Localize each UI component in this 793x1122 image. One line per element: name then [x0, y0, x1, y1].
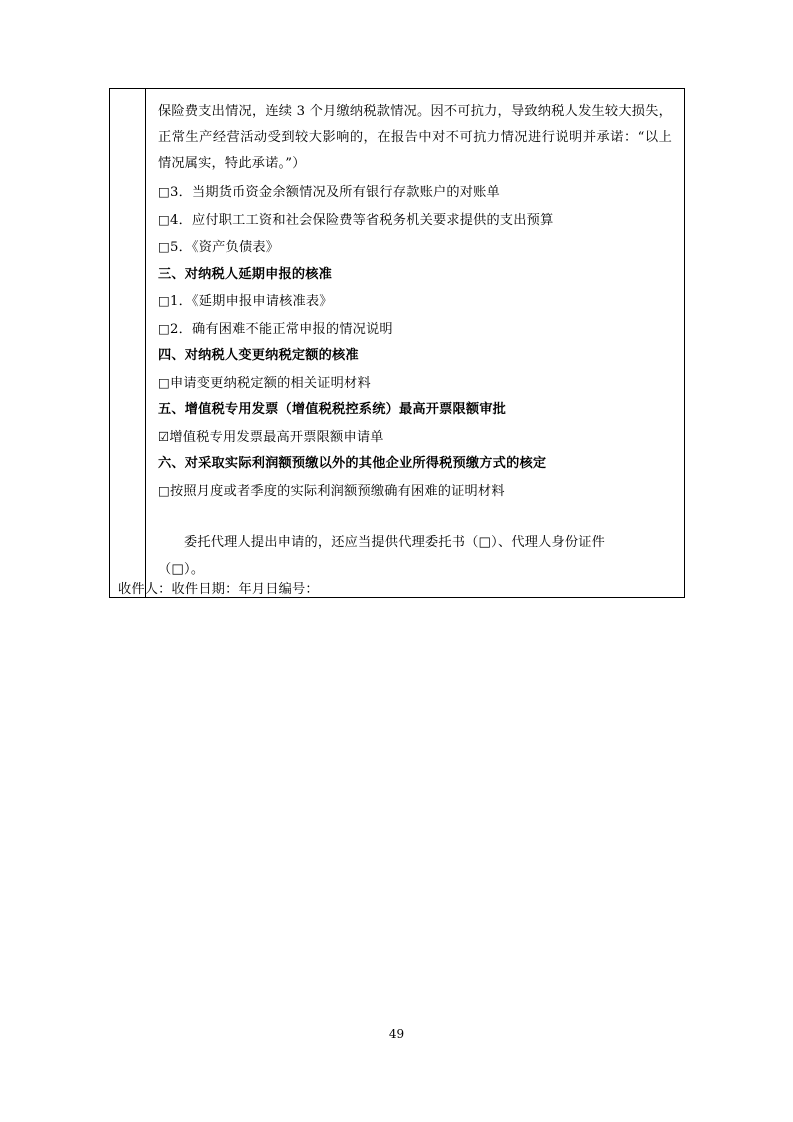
- checkbox-icon[interactable]: □: [158, 320, 171, 336]
- section-heading-three: 三、对纳税人延期申报的核准: [158, 266, 333, 282]
- checkbox-icon[interactable]: □: [158, 211, 171, 227]
- checkbox-icon[interactable]: □: [158, 482, 171, 498]
- list-item: [158, 207, 672, 235]
- closing-line-1: 委托代理人提出申请的，还应当提供代理委托书（□）、代理人身份证件: [184, 535, 606, 550]
- form-table: [109, 88, 685, 598]
- list-item: [158, 288, 672, 316]
- vertical-spacer: [158, 505, 672, 529]
- table-content-column: [146, 89, 684, 597]
- list-item: [158, 179, 672, 207]
- list-item-label: 3．当期货币资金余额情况及所有银行存款账户的对账单: [170, 185, 500, 200]
- paragraph-continuation: 保险费支出情况，连续 3 个月缴纳税款情况。因不可抗力，导致纳税人发生较大损失，正常生产经营活动受到较大影响的，在报告中对不可抗力情况进行说明并承诺：“以上情况属实，特此承诺。”）: [158, 104, 672, 171]
- footer-receipt-line: 收件人：收件日期：年月日编号：: [118, 582, 319, 597]
- list-item-label: 5．《资产负债表》: [170, 240, 280, 255]
- list-item: [158, 370, 672, 398]
- list-item: [158, 316, 672, 344]
- list-item: [158, 478, 672, 506]
- section-heading-four: 四、对纳税人变更纳税定额的核准: [158, 348, 359, 363]
- list-item-label: 按照月度或者季度的实际利润额预缴确有困难的证明材料: [170, 483, 505, 499]
- closing-line-2: （□）。: [158, 562, 205, 577]
- list-item-label: 申请变更纳税定额的相关证明材料: [170, 375, 371, 391]
- list-item-label: 4．应付职工工资和社会保险费等省税务机关要求提供的支出预算: [170, 212, 554, 228]
- section-heading-five: 五、增值税专用发票（增值税税控系统）最高开票限额审批: [158, 402, 507, 417]
- page-number: 49: [388, 1027, 405, 1041]
- checkbox-icon[interactable]: □: [158, 239, 171, 254]
- list-item-label: 增值税专用发票最高开票限额申请单: [169, 429, 384, 445]
- list-item: [158, 424, 672, 452]
- table-left-column: [110, 89, 146, 597]
- list-item-label: 2．确有困难不能正常申报的情况说明: [170, 321, 393, 337]
- checkbox-checked-icon[interactable]: ☑: [158, 428, 170, 444]
- section-heading-six: 六、对采取实际利润额预缴以外的其他企业所得税预缴方式的核定: [158, 456, 547, 471]
- list-item-label: 1．《延期申报申请核准表》: [170, 294, 333, 309]
- list-item: [158, 234, 672, 262]
- checkbox-icon[interactable]: □: [158, 184, 171, 199]
- checkbox-icon[interactable]: □: [158, 293, 171, 308]
- checkbox-icon[interactable]: □: [158, 374, 171, 390]
